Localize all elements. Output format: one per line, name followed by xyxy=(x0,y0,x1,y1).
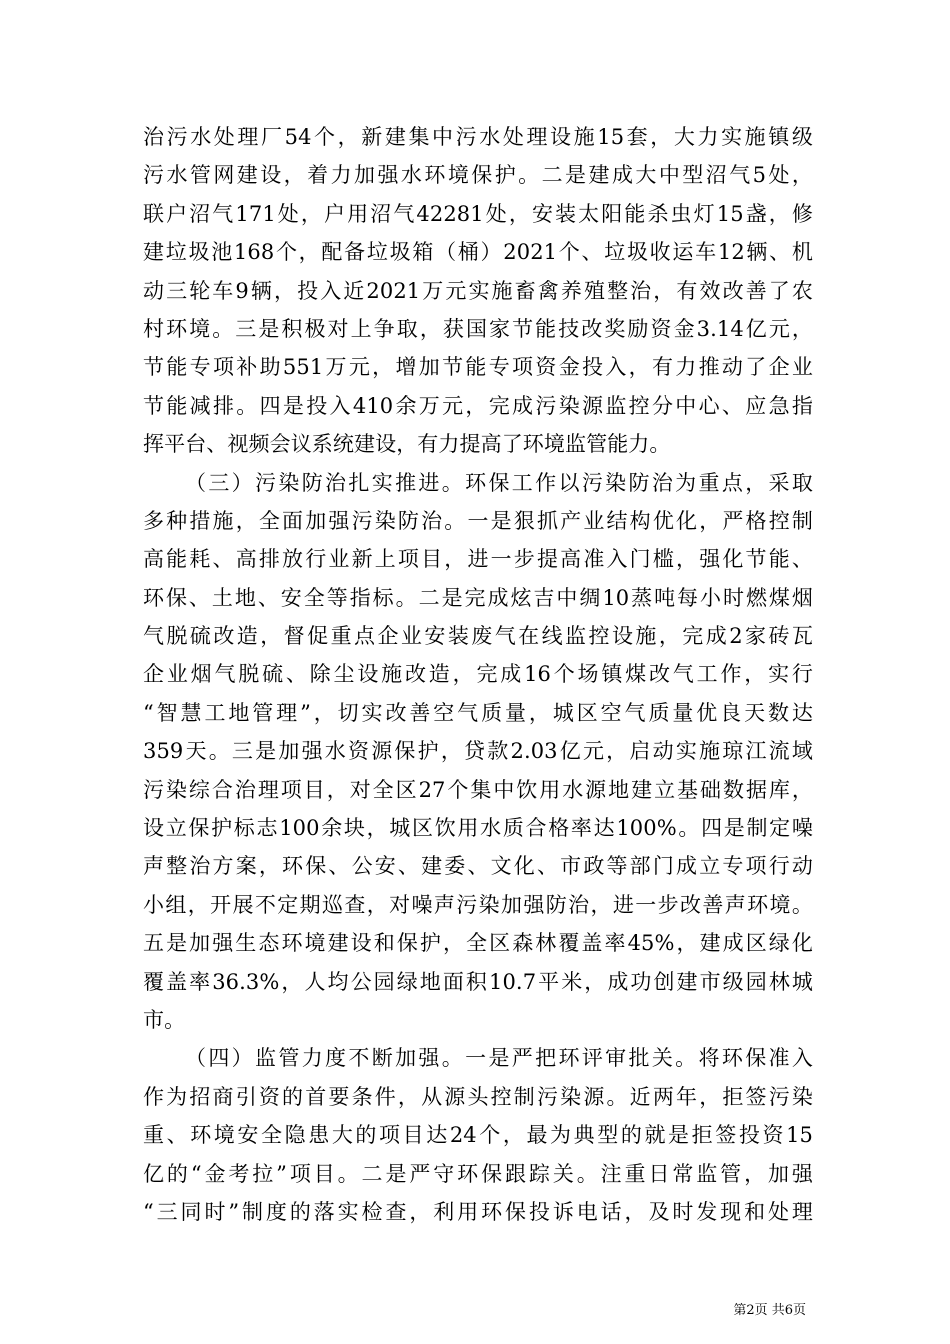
text-line: 覆盖率36.3%，人均公园绿地面积10.7平米，成功创建市级园林城 xyxy=(143,969,813,994)
text-line: 气脱硫改造，督促重点企业安装废气在线监控设施，完成2家砖瓦 xyxy=(143,624,813,649)
text-line: 治污水处理厂54个，新建集中污水处理设施15套，大力实施镇级 xyxy=(143,125,813,149)
text-line: 小组，开展不定期巡查，对噪声污染加强防治，进一步改善声环境。 xyxy=(143,892,813,917)
text-line: “三同时”制度的落实检查，利用环保投诉电话，及时发现和处理 xyxy=(143,1199,813,1224)
text-line: 多种措施，全面加强污染防治。一是狠抓产业结构优化，严格控制 xyxy=(143,508,813,533)
text-line: 节能专项补助551万元，增加节能专项资金投入，有力推动了企业 xyxy=(143,355,813,380)
text-line: 挥平台、视频会议系统建设，有力提高了环境监管能力。 xyxy=(143,432,671,457)
text-line: 重、环境安全隐患大的项目达24个，最为典型的就是拒签投资15 xyxy=(143,1123,813,1148)
text-line: 建垃圾池168个，配备垃圾箱（桶）2021个、垃圾收运车12辆、机 xyxy=(143,240,813,265)
text-line: 村环境。三是积极对上争取，获国家节能技改奖励资金3.14亿元， xyxy=(143,316,813,341)
text-line: 联户沼气171处，户用沼气42281处，安装太阳能杀虫灯15盏，修 xyxy=(143,201,813,226)
text-line: 市。 xyxy=(143,1007,186,1032)
text-line: “智慧工地管理”，切实改善空气质量，城区空气质量优良天数达 xyxy=(143,700,813,725)
text-line: 污水管网建设，着力加强水环境保护。二是建成大中型沼气5处， xyxy=(143,163,813,188)
text-line: 设立保护标志100余块，城区饮用水质合格率达100%。四是制定噪 xyxy=(143,816,813,841)
text-line: 环保、土地、安全等指标。二是完成炫吉中绸10蒸吨每小时燃煤烟 xyxy=(143,585,813,610)
text-line: 节能减排。四是投入410余万元，完成污染源监控分中心、应急指 xyxy=(143,393,813,418)
text-line: 高能耗、高排放行业新上项目，进一步提高准入门槛，强化节能、 xyxy=(143,547,813,572)
text-line: 作为招商引资的首要条件，从源头控制污染源。近两年，拒签污染 xyxy=(143,1084,813,1109)
page-number: 第2页 共6页 xyxy=(733,1303,806,1318)
text-line: 动三轮车9辆，投入近2021万元实施畜禽养殖整治，有效改善了农 xyxy=(143,278,813,303)
text-line: 企业烟气脱硫、除尘设施改造，完成16个场镇煤改气工作，实行 xyxy=(143,662,813,687)
text-line: 污染综合治理项目，对全区27个集中饮用水源地建立基础数据库， xyxy=(143,777,813,802)
text-line: 亿的“金考拉”项目。二是严守环保跟踪关。注重日常监管，加强 xyxy=(143,1161,813,1186)
text-line: 359天。三是加强水资源保护，贷款2.03亿元，启动实施琼江流域 xyxy=(143,739,813,764)
text-line: 五是加强生态环境建设和保护，全区森林覆盖率45%，建成区绿化 xyxy=(143,931,813,956)
body-text xyxy=(143,118,813,1231)
text-line: （四）监管力度不断加强。一是严把环评审批关。将环保准入 xyxy=(185,1046,813,1071)
text-line: （三）污染防治扎实推进。环保工作以污染防治为重点，采取 xyxy=(185,470,813,495)
text-line: 声整治方案，环保、公安、建委、文化、市政等部门成立专项行动 xyxy=(143,854,813,879)
